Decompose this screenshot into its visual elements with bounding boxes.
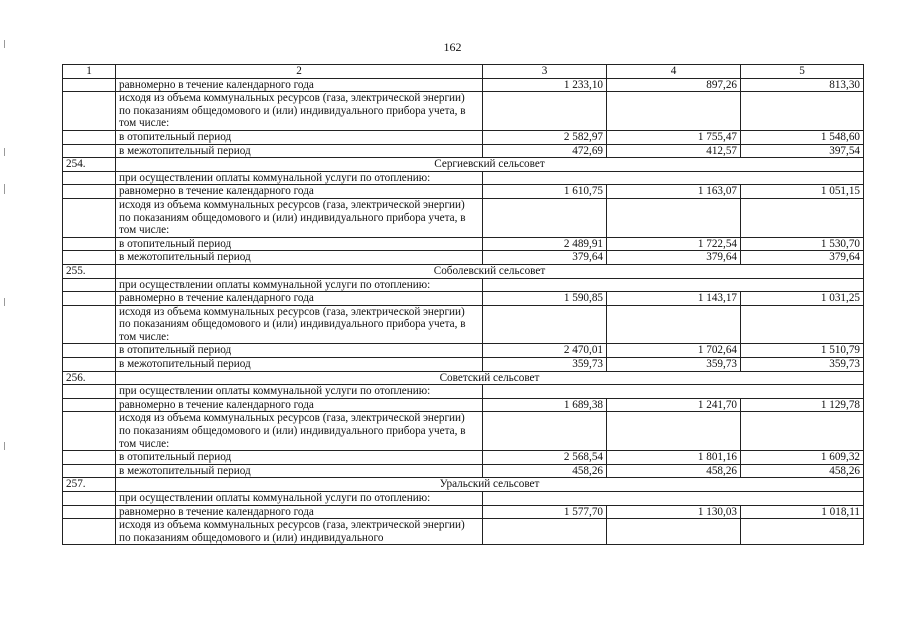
table-row (63, 358, 864, 372)
value-cell: 458,26 (483, 464, 607, 478)
row-label-cell: исходя из объема коммунальных ресурсов (газа, электрической энергии) по показаниям общедомового и (или) индивидуального прибора учета, в том числе: (116, 412, 483, 451)
value-cell: 379,64 (607, 251, 741, 265)
value-cell: 1 610,75 (483, 185, 607, 199)
table-row (63, 185, 864, 199)
value-cell: 897,26 (607, 78, 741, 92)
header-cell: 1 (63, 65, 116, 79)
empty-cell (483, 492, 864, 506)
table-row (63, 292, 864, 306)
value-cell: 412,57 (607, 144, 741, 158)
table-row (63, 130, 864, 144)
value-cell: 1 241,70 (607, 398, 741, 412)
value-cell: 458,26 (607, 464, 741, 478)
section-row (63, 264, 864, 278)
value-cell: 1 577,70 (483, 505, 607, 519)
header-cell: 4 (607, 65, 741, 79)
row-label-cell: равномерно в течение календарного года (116, 505, 483, 519)
row-number-cell: 254. (63, 158, 116, 172)
header-row (63, 65, 864, 79)
row-number-cell (63, 451, 116, 465)
value-cell: 1 590,85 (483, 292, 607, 306)
table-row (63, 492, 864, 506)
value-cell: 1 801,16 (607, 451, 741, 465)
section-title-cell: Сергиевский сельсовет (116, 158, 864, 172)
value-cell: 1 018,11 (741, 505, 864, 519)
row-label-cell: исходя из объема коммунальных ресурсов (газа, электрической энергии) по показаниям общедомового и (или) индивидуального прибора учета, в том числе: (116, 92, 483, 131)
table-row (63, 398, 864, 412)
value-cell: 1 510,79 (741, 344, 864, 358)
header-cell: 2 (116, 65, 483, 79)
row-number-cell (63, 251, 116, 265)
section-row (63, 371, 864, 385)
empty-cell (483, 519, 607, 545)
row-number-cell (63, 92, 116, 131)
row-label-cell: в межотопительный период (116, 251, 483, 265)
section-row (63, 478, 864, 492)
section-row (63, 158, 864, 172)
row-label-cell: при осуществлении оплаты коммунальной услуги по отоплению: (116, 171, 483, 185)
value-cell: 359,73 (483, 358, 607, 372)
value-cell: 1 530,70 (741, 237, 864, 251)
row-label-cell: при осуществлении оплаты коммунальной услуги по отоплению: (116, 278, 483, 292)
value-cell: 2 470,01 (483, 344, 607, 358)
row-label-cell: при осуществлении оплаты коммунальной услуги по отоплению: (116, 385, 483, 399)
value-cell: 1 609,32 (741, 451, 864, 465)
row-label-cell: равномерно в течение календарного года (116, 398, 483, 412)
row-number-cell (63, 358, 116, 372)
empty-cell (483, 278, 864, 292)
row-label-cell: в межотопительный период (116, 464, 483, 478)
margin-mark (4, 184, 5, 194)
row-number-cell (63, 292, 116, 306)
value-cell: 1 051,15 (741, 185, 864, 199)
empty-cell (741, 305, 864, 344)
value-cell: 458,26 (741, 464, 864, 478)
margin-mark (4, 298, 5, 306)
table-row (63, 451, 864, 465)
empty-cell (741, 412, 864, 451)
row-number-cell (63, 198, 116, 237)
value-cell: 1 722,54 (607, 237, 741, 251)
row-number-cell: 255. (63, 264, 116, 278)
table-row (63, 144, 864, 158)
row-number-cell (63, 519, 116, 545)
row-number-cell (63, 505, 116, 519)
table-row (63, 171, 864, 185)
value-cell: 359,73 (607, 358, 741, 372)
row-number-cell (63, 344, 116, 358)
row-number-cell (63, 78, 116, 92)
table-row (63, 505, 864, 519)
table-row (63, 519, 864, 545)
empty-cell (607, 305, 741, 344)
value-cell: 379,64 (483, 251, 607, 265)
header-cell: 5 (741, 65, 864, 79)
row-number-cell (63, 464, 116, 478)
empty-cell (483, 412, 607, 451)
value-cell: 359,73 (741, 358, 864, 372)
table-row (63, 198, 864, 237)
row-number-cell (63, 130, 116, 144)
row-label-cell: исходя из объема коммунальных ресурсов (газа, электрической энергии) по показаниям общедомового и (или) индивидуального (116, 519, 483, 545)
section-title-cell: Соболевский сельсовет (116, 264, 864, 278)
value-cell: 2 489,91 (483, 237, 607, 251)
empty-cell (483, 198, 607, 237)
table-row (63, 92, 864, 131)
empty-cell (741, 198, 864, 237)
row-number-cell (63, 398, 116, 412)
row-label-cell: в межотопительный период (116, 358, 483, 372)
value-cell: 1 143,17 (607, 292, 741, 306)
table-body (63, 65, 864, 545)
page-number: 162 (443, 40, 462, 54)
value-cell: 1 233,10 (483, 78, 607, 92)
empty-cell (607, 92, 741, 131)
row-number-cell (63, 237, 116, 251)
empty-cell (483, 305, 607, 344)
table-row (63, 412, 864, 451)
row-label-cell: исходя из объема коммунальных ресурсов (газа, электрической энергии) по показаниям общедомового и (или) индивидуального прибора учета, в том числе: (116, 198, 483, 237)
row-label-cell: в отопительный период (116, 130, 483, 144)
table-row (63, 78, 864, 92)
row-label-cell: в отопительный период (116, 344, 483, 358)
row-number-cell (63, 144, 116, 158)
empty-cell (607, 198, 741, 237)
row-number-cell (63, 171, 116, 185)
margin-mark (4, 148, 5, 156)
row-number-cell (63, 305, 116, 344)
row-number-cell (63, 385, 116, 399)
row-label-cell: равномерно в течение календарного года (116, 292, 483, 306)
row-number-cell (63, 492, 116, 506)
row-number-cell (63, 412, 116, 451)
empty-cell (483, 171, 864, 185)
table-row (63, 385, 864, 399)
value-cell: 1 031,25 (741, 292, 864, 306)
row-label-cell: равномерно в течение календарного года (116, 185, 483, 199)
table-row (63, 464, 864, 478)
table-row (63, 278, 864, 292)
value-cell: 2 582,97 (483, 130, 607, 144)
empty-cell (741, 92, 864, 131)
row-label-cell: исходя из объема коммунальных ресурсов (газа, электрической энергии) по показаниям общедомового и (или) индивидуального прибора учета, в том числе: (116, 305, 483, 344)
row-label-cell: при осуществлении оплаты коммунальной услуги по отоплению: (116, 492, 483, 506)
section-title-cell: Советский сельсовет (116, 371, 864, 385)
row-label-cell: равномерно в течение календарного года (116, 78, 483, 92)
row-number-cell: 257. (63, 478, 116, 492)
value-cell: 472,69 (483, 144, 607, 158)
row-label-cell: в межотопительный период (116, 144, 483, 158)
empty-cell (483, 385, 864, 399)
value-cell: 397,54 (741, 144, 864, 158)
table-row (63, 305, 864, 344)
empty-cell (607, 519, 741, 545)
value-cell: 379,64 (741, 251, 864, 265)
section-title-cell: Уральский сельсовет (116, 478, 864, 492)
value-cell: 1 755,47 (607, 130, 741, 144)
margin-mark (4, 442, 5, 450)
value-cell: 1 163,07 (607, 185, 741, 199)
row-number-cell: 256. (63, 371, 116, 385)
value-cell: 1 702,64 (607, 344, 741, 358)
value-cell: 1 689,38 (483, 398, 607, 412)
empty-cell (741, 519, 864, 545)
value-cell: 813,30 (741, 78, 864, 92)
row-number-cell (63, 185, 116, 199)
table-row (63, 344, 864, 358)
value-cell: 1 129,78 (741, 398, 864, 412)
value-cell: 1 130,03 (607, 505, 741, 519)
row-number-cell (63, 278, 116, 292)
empty-cell (607, 412, 741, 451)
table-row (63, 251, 864, 265)
header-cell: 3 (483, 65, 607, 79)
table-row (63, 237, 864, 251)
empty-cell (483, 92, 607, 131)
value-cell: 1 548,60 (741, 130, 864, 144)
value-cell: 2 568,54 (483, 451, 607, 465)
tariff-table (62, 64, 864, 545)
row-label-cell: в отопительный период (116, 237, 483, 251)
row-label-cell: в отопительный период (116, 451, 483, 465)
